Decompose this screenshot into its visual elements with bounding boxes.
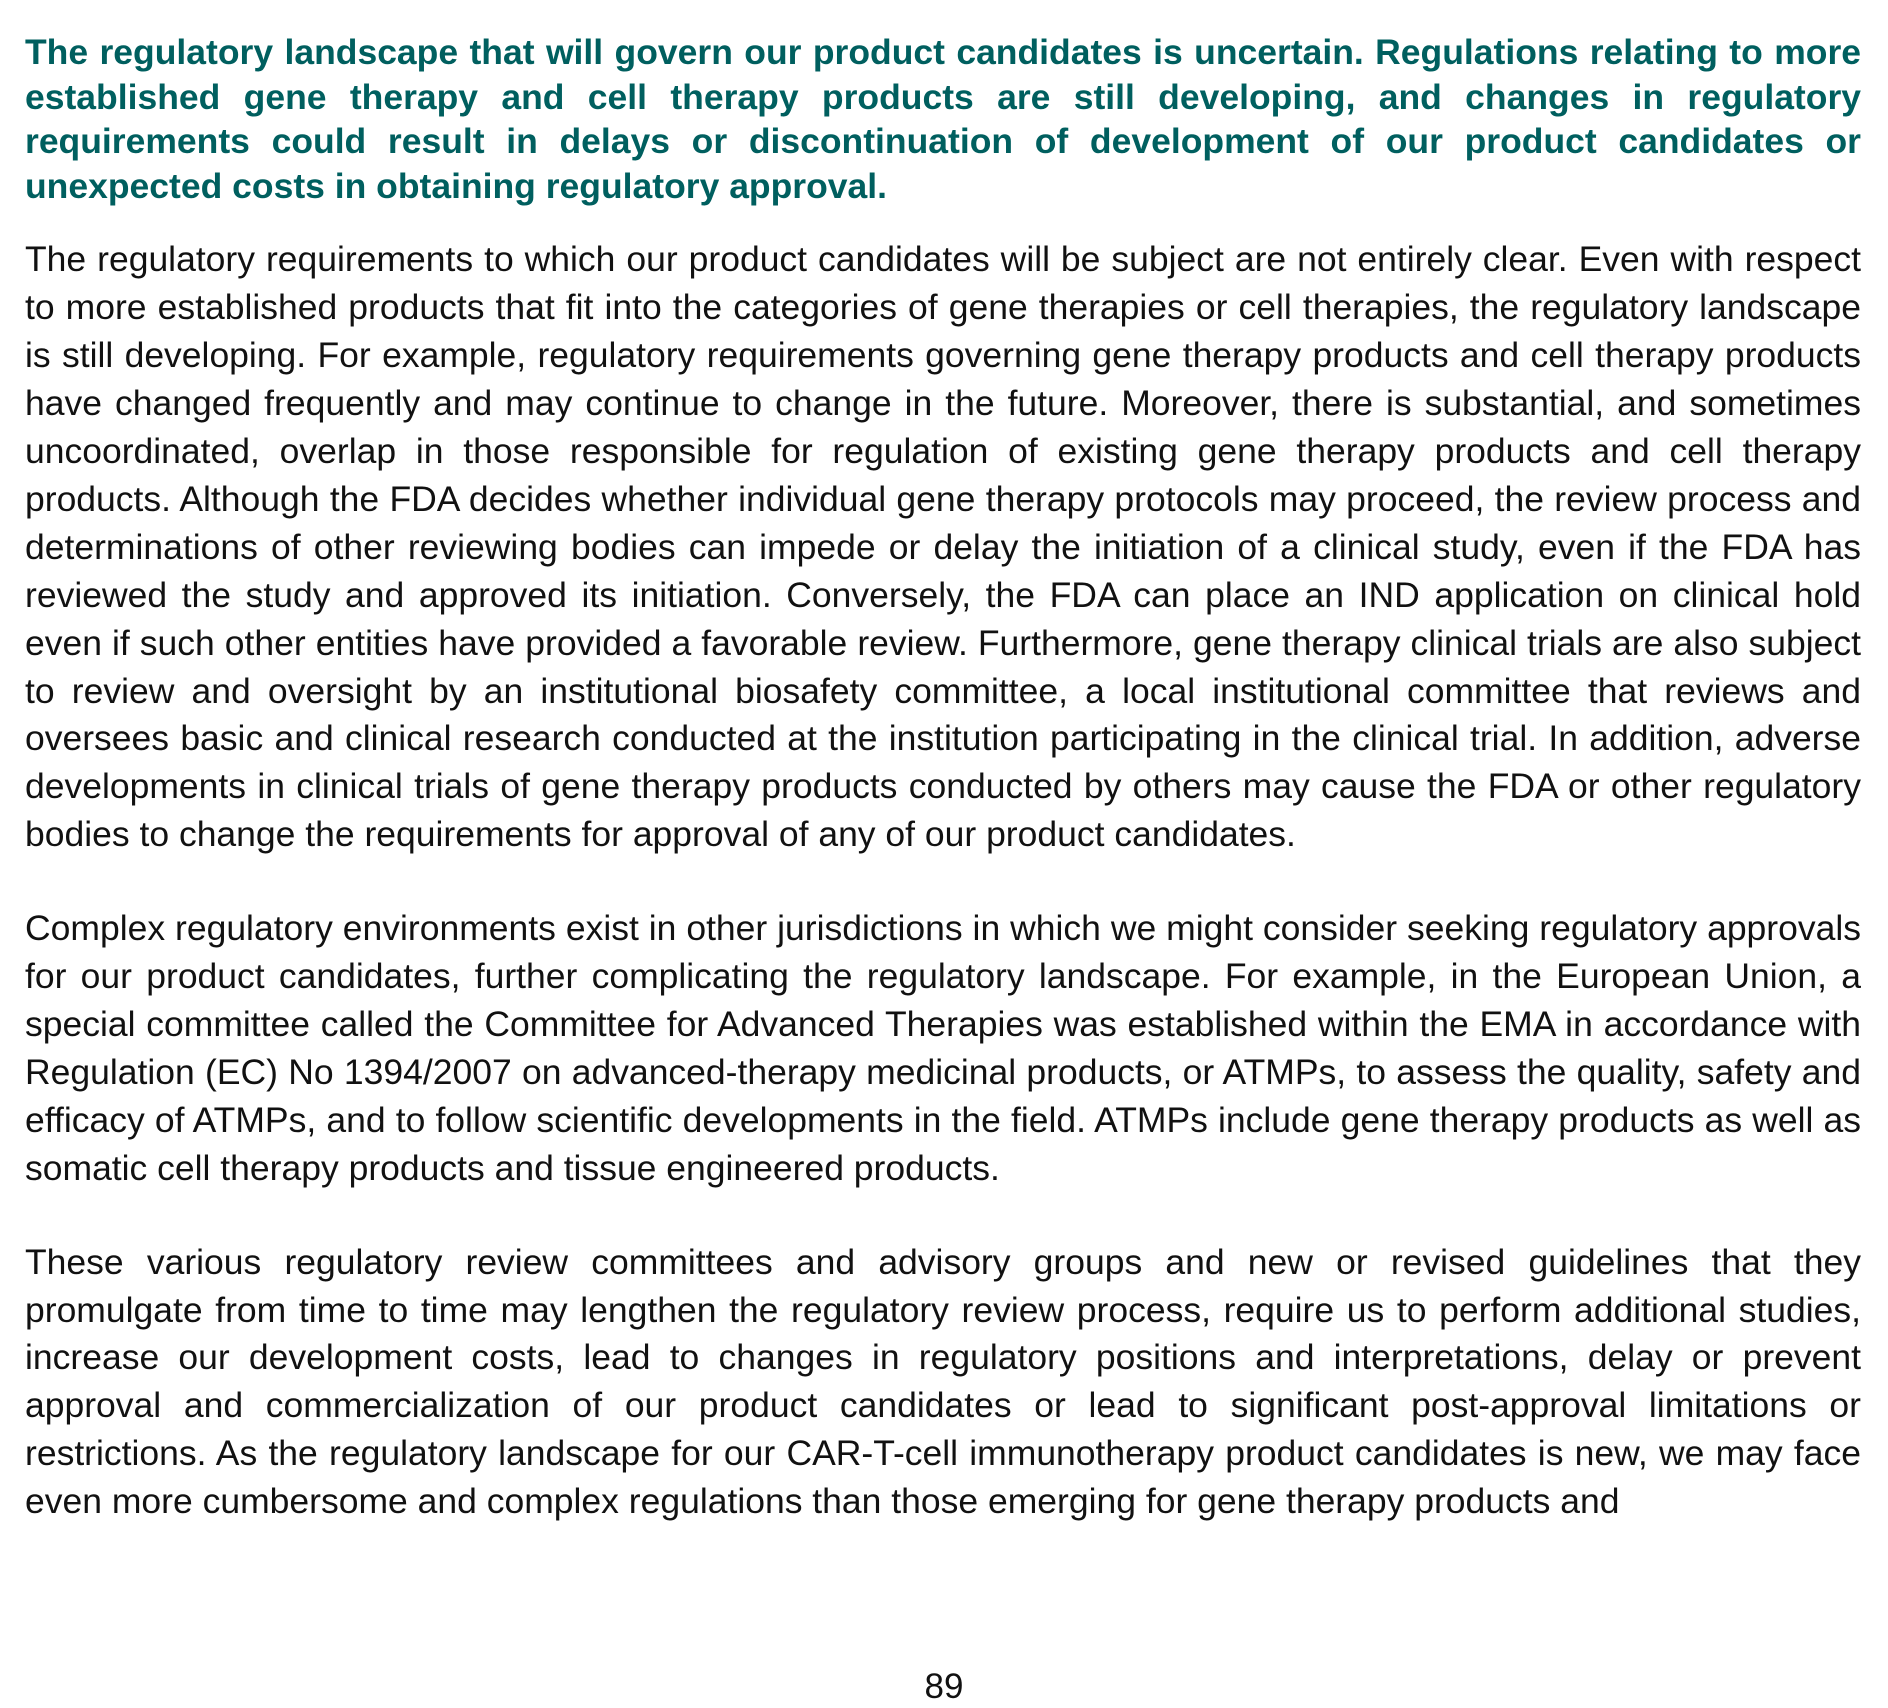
body-paragraph-2: Complex regulatory environments exist in other jurisdictions in which we might consider seeking regulatory approvals for our product candidates, further complicating the regulatory landscape. For example, in the European Union, a special committee called the Committee for Advanced Therapies was established within the EMA in accordance with Regulation (EC) No 1394/2007 on advanced-therapy medicinal products, or ATMPs, to assess the quality, safety and efficacy of ATMPs, and to follow scientific developments in the field. ATMPs include gene therapy products as well as somatic cell therapy products and tissue engineered products. bbox=[25, 908, 1861, 1188]
page-number: 89 bbox=[924, 1667, 964, 1706]
section-heading: The regulatory landscape that will govern our product candidates is uncertain. Regulations relating to more established gene therapy and cell therapy products are still developing, and changes in regulatory requirements could result in delays or discontinuation of development of our product candidates or unexpected costs in obtaining regulatory approval. bbox=[25, 32, 1861, 206]
body-paragraph-3: These various regulatory review committees and advisory groups and new or revised guidelines that they promulgate from time to time may lengthen the regulatory review process, require us to perform additional studies, increase our development costs, lead to changes in regulatory positions and interpretations, delay or prevent approval and commercialization of our product candidates or lead to significant post-approval limitations or restrictions. As the regulatory landscape for our CAR-T-cell immunotherapy product candidates is new, we may face even more cumbersome and complex regulations than those emerging for gene therapy products and bbox=[25, 1241, 1861, 1522]
document-page bbox=[25, 30, 1861, 1572]
body-paragraph-1: The regulatory requirements to which our product candidates will be subject are not entirely clear. Even with respect to more established products that fit into the categories of gene therapies or cell therapies, the regulatory landscape is still developing. For example, regulatory requirements governing gene therapy products and cell therapy products have changed frequently and may continue to change in the future. Moreover, there is substantial, and sometimes uncoordinated, overlap in those responsible for regulation of existing gene therapy products and cell therapy products. Although the FDA decides whether individual gene therapy protocols may proceed, the review process and determinations of other reviewing bodies can impede or delay the initiation of a clinical study, even if the FDA has reviewed the study and approved its initiation. Conversely, the FDA can place an IND application on clinical hold even if such other entities have provided a favorable review. Furthermore, gene therapy clinical trials are also subject to review and oversight by an institutional biosafety committee, a local institutional committee that reviews and oversees basic and clinical research conducted at the institution participating in the clinical trial. In addition, adverse developments in clinical trials of gene therapy products conducted by others may cause the FDA or other regulatory bodies to change the requirements for approval of any of our product candidates. bbox=[25, 239, 1861, 855]
